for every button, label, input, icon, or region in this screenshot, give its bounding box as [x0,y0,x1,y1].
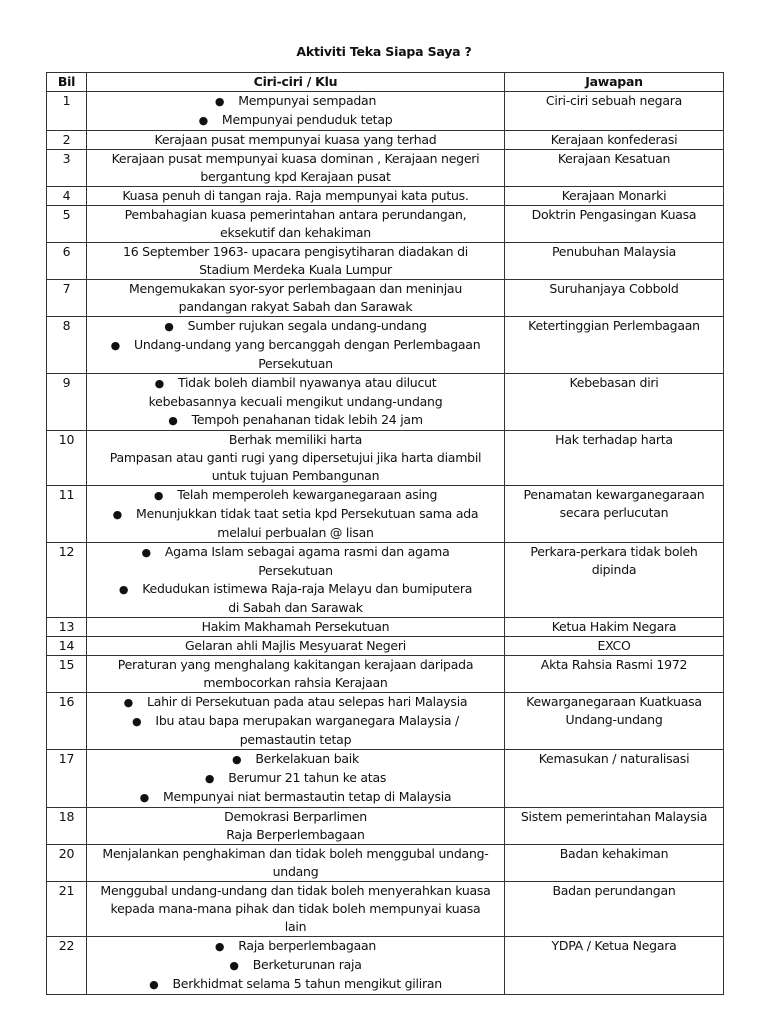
bullet-item [90,92,501,111]
clue-paragraph [90,280,501,316]
clue-paragraph [90,808,501,844]
row-number: 8 [47,317,87,374]
clue-text: 16 September 1963- upacara pengisytiharan diadakan di [123,244,468,259]
clue-text: Berkelakuan baik [255,751,360,766]
clue-text: bergantung kpd Kerajaan pusat [200,169,391,184]
clue-text: pandangan rakyat Sabah dan Sarawak [178,299,413,314]
answer-text: Badan kehakiman [559,846,669,861]
bullet-icon: ● [132,715,142,728]
clue-text: Demokrasi Berparlimen [224,809,367,824]
row-number: 12 [47,543,87,618]
row-number: 9 [47,374,87,431]
clue-cell [87,656,505,693]
answer-cell [505,317,724,374]
bullet-icon: ● [149,978,159,991]
answer-cell [505,656,724,693]
answer-cell [505,431,724,486]
clue-cell [87,937,505,995]
bullet-item [90,486,501,505]
bullet-item [90,693,501,712]
quiz-table [46,72,724,995]
clue-cell [87,637,505,656]
table-row [47,656,724,693]
row-number: 7 [47,280,87,317]
answer-cell [505,937,724,995]
bullet-item [90,750,501,769]
table-body [47,92,724,995]
row-number: 11 [47,486,87,543]
answer-cell [505,882,724,937]
clue-text: Pembahagian kuasa pemerintahan antara perundangan, [124,207,467,222]
bullet-icon: ● [112,508,123,521]
bullet-item [90,336,501,373]
table-row [47,750,724,808]
answer-text: Kerajaan Monarki [561,188,667,203]
row-number: 2 [47,131,87,150]
clue-cell [87,431,505,486]
answer-text: Kerajaan konfederasi [550,132,678,147]
bullet-icon: ● [164,320,174,333]
clue-text: Persekutuan [258,563,333,578]
clue-text: Kerajaan pusat mempunyai kuasa dominan , Kerajaan negeri [111,151,480,166]
clue-text: Stadium Merdeka Kuala Lumpur [199,262,392,277]
clue-paragraph [90,187,501,205]
bullet-icon: ● [154,377,164,390]
clue-text: Pampasan atau ganti rugi yang dipersetujui jika harta diambil [109,450,482,465]
clue-text: Persekutuan [258,356,333,371]
table-row [47,808,724,845]
clue-text: Berketurunan raja [252,957,362,972]
header-jawapan: Jawapan [505,73,724,92]
bullet-item [90,956,501,975]
clue-text: Mempunyai penduduk tetap [221,112,393,127]
answer-text: Sistem pemerintahan Malaysia [520,809,708,824]
row-number: 14 [47,637,87,656]
clue-text: kebebasannya kecuali mengikut undang-undang [148,394,443,409]
clue-text: Mempunyai niat bermastautin tetap di Malaysia [163,789,452,804]
answer-cell [505,808,724,845]
row-number: 4 [47,187,87,206]
clue-text: Peraturan yang menghalang kakitangan kerajaan daripada [117,657,474,672]
clue-text: melalui perbualan @ lisan [217,525,374,540]
clue-text: Mengemukakan syor-syor perlembagaan dan meninjau [128,281,463,296]
clue-cell [87,750,505,808]
row-number: 13 [47,618,87,637]
clue-cell [87,131,505,150]
clue-paragraph [90,150,501,186]
table-row [47,618,724,637]
clue-cell [87,280,505,317]
table-header-row [47,73,724,92]
row-number: 18 [47,808,87,845]
clue-cell [87,374,505,431]
row-number: 20 [47,845,87,882]
clue-text: di Sabah dan Sarawak [228,600,363,615]
clue-paragraph [90,845,501,881]
row-number: 21 [47,882,87,937]
clue-text: undang [272,864,319,879]
bullet-item [90,788,501,807]
answer-cell [505,206,724,243]
answer-cell [505,750,724,808]
row-number: 6 [47,243,87,280]
clue-text: eksekutif dan kehakiman [220,225,371,240]
bullet-icon: ● [214,940,225,953]
bullet-icon: ● [168,414,178,427]
clue-text: Menunjukkan tidak taat setia kpd Persekutuan sama ada [136,506,479,521]
clue-text: membocorkan rahsia Kerajaan [203,675,388,690]
clue-text: lain [284,919,307,934]
answer-text: Akta Rahsia Rasmi 1972 [540,657,688,672]
header-ciri: Ciri-ciri / Klu [87,73,505,92]
answer-text: Kebebasan diri [569,375,659,390]
answer-text: Kemasukan / naturalisasi [538,751,690,766]
answer-text: secara perlucutan [559,505,669,520]
clue-paragraph [90,131,501,149]
clue-text: Menjalankan penghakiman dan tidak boleh menggubal undang- [102,846,489,861]
clue-paragraph [90,431,501,485]
clue-paragraph [90,637,501,655]
answer-text: Ketua Hakim Negara [551,619,677,634]
clue-paragraph [90,206,501,242]
bullet-icon: ● [110,339,120,352]
answer-text: dipinda [591,562,637,577]
bullet-item [90,937,501,956]
answer-text: Suruhanjaya Cobbold [549,281,679,296]
answer-cell [505,637,724,656]
bullet-item [90,411,501,430]
table-row [47,243,724,280]
bullet-item [90,374,501,411]
table-row [47,280,724,317]
row-number: 22 [47,937,87,995]
answer-text: Undang-undang [565,712,663,727]
bullet-icon: ● [204,772,215,785]
row-number: 10 [47,431,87,486]
clue-text: Ibu atau bapa merupakan warganegara Malaysia / [155,713,459,728]
clue-cell [87,845,505,882]
clue-text: Lahir di Persekutuan pada atau selepas hari Malaysia [147,694,468,709]
table-row [47,150,724,187]
clue-text: Raja berperlembagaan [238,938,377,953]
answer-cell [505,845,724,882]
row-number: 15 [47,656,87,693]
bullet-item [90,111,501,130]
answer-cell [505,280,724,317]
bullet-item [90,580,501,617]
clue-text: Tempoh penahanan tidak lebih 24 jam [191,412,423,427]
clue-text: Mempunyai sempadan [238,93,377,108]
answer-cell [505,187,724,206]
bullet-item [90,505,501,542]
clue-text: Berkhidmat selama 5 tahun mengikut giliran [172,976,442,991]
clue-text: kepada mana-mana pihak dan tidak boleh mempunyai kuasa [110,901,481,916]
answer-text: Kewarganegaraan Kuatkuasa [526,694,702,709]
answer-text: Penamatan kewarganegaraan [523,487,705,502]
answer-text: Badan perundangan [552,883,676,898]
clue-cell [87,618,505,637]
clue-text: Hakim Makhamah Persekutuan [201,619,390,634]
bullet-item [90,317,501,336]
clue-paragraph [90,243,501,279]
clue-paragraph [90,618,501,636]
answer-cell [505,243,724,280]
clue-cell [87,206,505,243]
clue-cell [87,92,505,131]
answer-cell [505,693,724,750]
bullet-icon: ● [198,114,208,127]
table-row [47,374,724,431]
clue-cell [87,317,505,374]
clue-text: Gelaran ahli Majlis Mesyuarat Negeri [185,638,406,653]
answer-text: Perkara-perkara tidak boleh [530,544,698,559]
answer-text: EXCO [597,638,631,653]
clue-text: Kedudukan istimewa Raja-raja Melayu dan bumiputera [142,581,473,596]
answer-cell [505,150,724,187]
clue-text: Kuasa penuh di tangan raja. Raja mempunyai kata putus. [122,188,469,203]
clue-cell [87,486,505,543]
clue-text: pemastautin tetap [239,732,352,747]
clue-paragraph [90,656,501,692]
row-number: 16 [47,693,87,750]
table-row [47,845,724,882]
table-row [47,637,724,656]
clue-text: Berumur 21 tahun ke atas [228,770,387,785]
clue-cell [87,243,505,280]
bullet-icon: ● [231,753,242,766]
clue-paragraph [90,882,501,936]
bullet-icon: ● [139,791,150,804]
bullet-item [90,769,501,788]
bullet-icon: ● [229,959,239,972]
answer-cell [505,543,724,618]
answer-cell [505,486,724,543]
row-number: 1 [47,92,87,131]
table-row [47,187,724,206]
bullet-icon: ● [214,95,225,108]
clue-text: Berhak memiliki harta [228,432,363,447]
clue-text: untuk tujuan Pembangunan [211,468,380,483]
answer-text: Ketertinggian Perlembagaan [528,318,700,333]
clue-text: Kerajaan pusat mempunyai kuasa yang terhad [154,132,437,147]
clue-text: Telah memperoleh kewarganegaraan asing [177,487,438,502]
bullet-icon: ● [118,583,129,596]
answer-text: Penubuhan Malaysia [551,244,677,259]
answer-cell [505,374,724,431]
clue-cell [87,882,505,937]
header-bil: Bil [47,73,87,92]
bullet-item [90,543,501,580]
clue-text: Undang-undang yang bercanggah dengan Perlembagaan [133,337,481,352]
clue-text: Sumber rujukan segala undang-undang [187,318,427,333]
table-row [47,92,724,131]
table-row [47,206,724,243]
clue-cell [87,187,505,206]
table-row [47,317,724,374]
clue-text: Agama Islam sebagai agama rasmi dan agama [164,544,450,559]
table-row [47,131,724,150]
clue-cell [87,693,505,750]
bullet-icon: ● [141,546,151,559]
row-number: 3 [47,150,87,187]
bullet-item [90,712,501,749]
answer-text: Kerajaan Kesatuan [557,151,671,166]
table-row [47,937,724,995]
table-row [47,431,724,486]
clue-text: Menggubal undang-undang dan tidak boleh menyerahkan kuasa [100,883,491,898]
bullet-icon: ● [153,489,164,502]
clue-text: Tidak boleh diambil nyawanya atau dilucut [177,375,437,390]
clue-cell [87,808,505,845]
table-row [47,486,724,543]
answer-cell [505,618,724,637]
answer-text: Ciri-ciri sebuah negara [545,93,683,108]
row-number: 5 [47,206,87,243]
clue-cell [87,150,505,187]
table-row [47,543,724,618]
table-row [47,882,724,937]
row-number: 17 [47,750,87,808]
bullet-item [90,975,501,994]
answer-cell [505,92,724,131]
bullet-icon: ● [123,696,134,709]
table-row [47,693,724,750]
clue-cell [87,543,505,618]
clue-text: Raja Berperlembagaan [226,827,365,842]
answer-text: YDPA / Ketua Negara [551,938,677,953]
answer-cell [505,131,724,150]
page-title: Aktiviti Teka Siapa Saya ? [296,44,472,59]
answer-text: Doktrin Pengasingan Kuasa [531,207,697,222]
answer-text: Hak terhadap harta [555,432,673,447]
